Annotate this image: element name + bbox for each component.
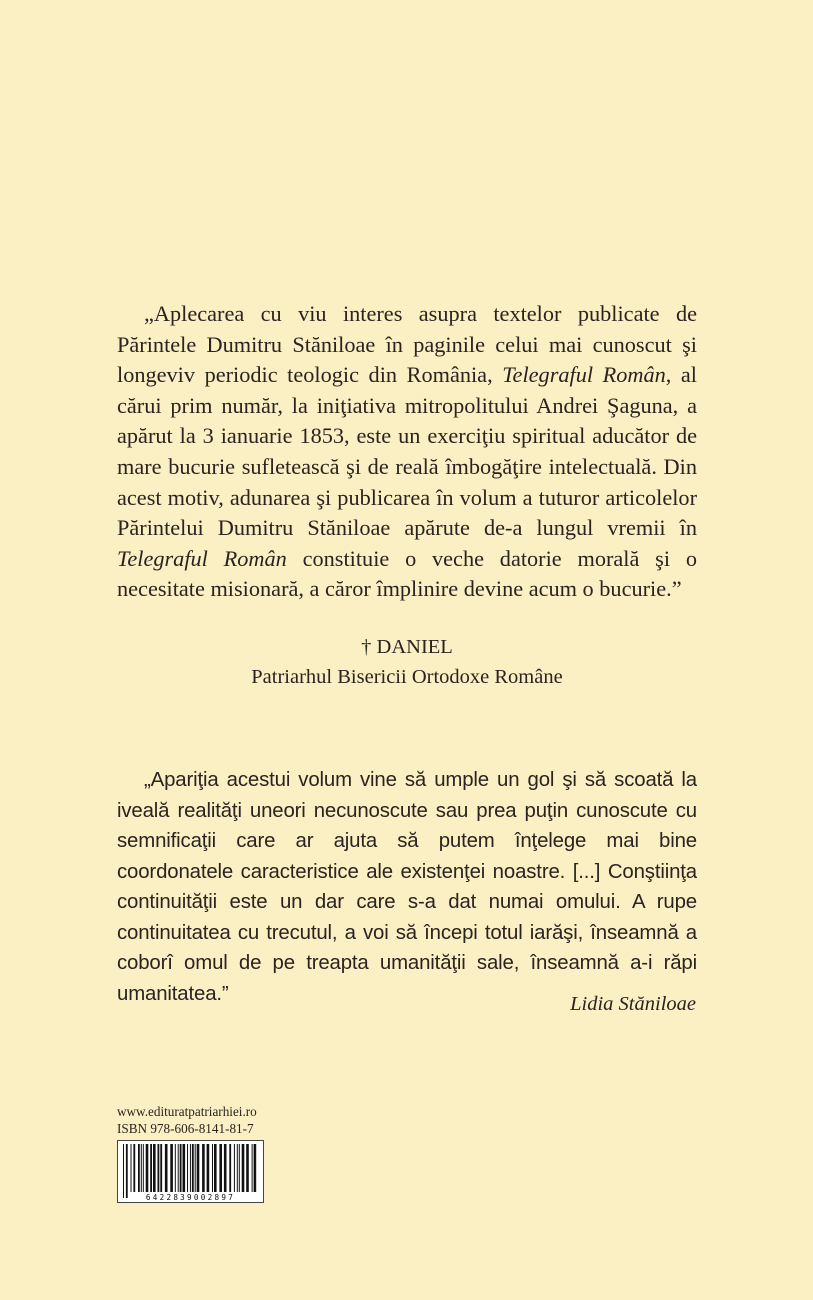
barcode-bar [158,1144,160,1192]
barcode-bar [195,1144,196,1192]
barcode-bar [146,1144,149,1192]
quote1-part1: „Aplecarea cu viu interes asupra textelor publicate de Părintele Dumitru Stăniloae în paginile celui mai cunoscut şi longeviv periodic teologic din România, [117,301,697,388]
barcode-bar [219,1144,222,1192]
barcode-bar [197,1144,200,1192]
barcode-bar [153,1144,156,1192]
barcode-bar [224,1144,227,1192]
barcode-digits: 6422839002897 [145,1193,236,1202]
barcode-bar [183,1144,186,1192]
barcode-bar [192,1144,194,1192]
isbn-text: ISBN 978-606-8141-81-7 [117,1121,254,1136]
barcode-bar [237,1144,238,1192]
barcode-bar [234,1144,235,1192]
quote1-title-ref1: Telegraful Român [502,362,666,388]
barcode-bar [207,1144,210,1192]
publisher-info [117,1103,257,1137]
publisher-website: www.edituratpatriarhiei.ro [117,1104,257,1119]
quote1-part3: constituie o veche datorie morală şi o necesitate misionară, a căror împlinire devine acum o bucurie.” [117,545,697,602]
barcode-bar [131,1144,132,1192]
barcode-bar [143,1144,144,1192]
barcode-bar [202,1144,205,1192]
quote1-part2: , al cărui prim număr, la iniţiativa mitropolitului Andrei Şaguna, a apărut la 3 ianuarie 1853, este un exerciţiu spiritual aducător de mare bucurie sufletească şi de reală îmbogăţire intelectuală. Din acest motiv, adunarea şi publicarea în volum a tuturor articolelor Părintelui Dumitru Stăniloae apărute de-a lungul vremii în [117,362,697,541]
barcode-bar [246,1144,249,1192]
barcode-bar [254,1144,257,1192]
isbn-barcode [117,1140,264,1203]
quote1-title-ref2: Telegraful Român [117,545,287,571]
barcode-bar [165,1144,168,1192]
barcode-bar [214,1144,217,1192]
signature-patriarch [117,632,697,692]
barcode-bar [242,1144,245,1192]
signature-lidia: Lidia Stăniloae [570,993,696,1015]
barcode-bar [133,1144,135,1192]
barcode-bar [212,1144,213,1192]
signature-patriarch-title: Patriarhul Bisericii Ortodoxe Române [251,666,563,688]
barcode-bar [187,1144,188,1192]
barcode-bar [178,1144,179,1192]
barcode-bar [190,1144,191,1192]
signature-patriarch-name: † DANIEL [361,636,453,658]
barcode-bar [141,1144,142,1192]
quote-lidia: „Apariţia acestui volum vine să umple un gol şi să scoată la iveală realităţi uneori necunoscute sau prea puţin cunoscute cu semnificaţii care ar ajuta să putem înţelege mai bine coordonatele caracteristice ale existenţei noastre. [...] Conştiinţa continuităţii este un dar care s-a dat numai omului. A rupe continuitatea cu trecutul, a voi să începi totul iarăşi, înseamnă a coborî omul de pe treapta umanităţii sale, înseamnă a-i răpi umanitatea.” [117,769,697,1005]
barcode-bar [160,1144,162,1192]
barcode-bar [170,1144,173,1192]
barcode-bar [123,1144,124,1198]
barcode-bar [180,1144,182,1192]
quote-patriarch [117,299,697,605]
barcode-bar [229,1144,231,1192]
barcode-bar [252,1144,253,1192]
barcode-bar [175,1144,176,1192]
barcode-bar [138,1144,140,1192]
barcode-bar [150,1144,152,1192]
barcode-bar [126,1144,128,1198]
barcode-bar [239,1144,240,1192]
